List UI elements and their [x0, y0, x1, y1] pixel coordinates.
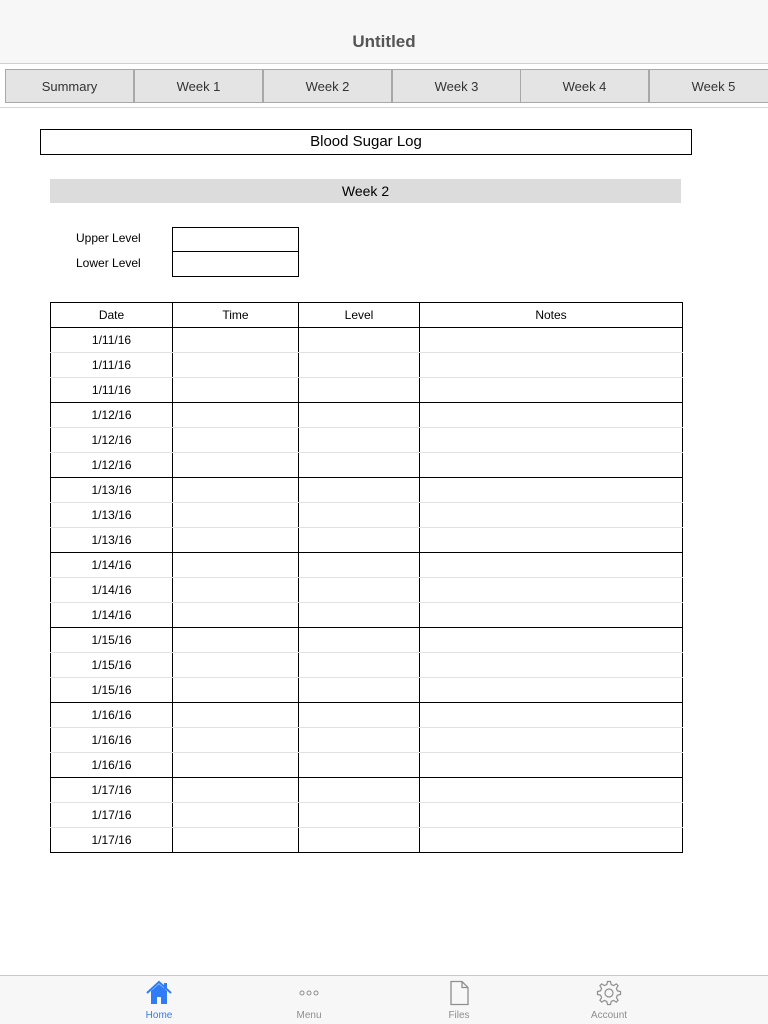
document-icon	[446, 980, 472, 1006]
tab-summary[interactable]: Summary	[5, 69, 134, 103]
time-cell[interactable]	[173, 428, 299, 453]
notes-cell[interactable]	[420, 553, 683, 578]
date-cell: 1/16/16	[51, 728, 173, 753]
table-row	[51, 603, 683, 628]
level-cell[interactable]	[299, 503, 420, 528]
log-title: Blood Sugar Log	[40, 129, 692, 155]
time-cell[interactable]	[173, 753, 299, 778]
table-row	[51, 378, 683, 403]
upper-level-input[interactable]	[172, 227, 299, 252]
table-row	[51, 328, 683, 353]
time-cell[interactable]	[173, 828, 299, 853]
level-cell[interactable]	[299, 603, 420, 628]
notes-cell[interactable]	[420, 328, 683, 353]
time-cell[interactable]	[173, 678, 299, 703]
table-row	[51, 703, 683, 728]
date-cell: 1/17/16	[51, 778, 173, 803]
level-cell[interactable]	[299, 803, 420, 828]
time-cell[interactable]	[173, 478, 299, 503]
table-row	[51, 503, 683, 528]
tab-week-5[interactable]: Week 5	[649, 69, 768, 103]
date-cell: 1/14/16	[51, 578, 173, 603]
tabbar-home-label: Home	[145, 1010, 173, 1021]
time-cell[interactable]	[173, 378, 299, 403]
tabbar-menu[interactable]	[269, 976, 349, 1024]
notes-cell[interactable]	[420, 378, 683, 403]
date-cell: 1/13/16	[51, 478, 173, 503]
bottom-tab-bar	[0, 975, 768, 1024]
table-row	[51, 403, 683, 428]
level-cell[interactable]	[299, 403, 420, 428]
table-row	[51, 653, 683, 678]
tabbar-files[interactable]	[419, 976, 499, 1024]
table-header-row	[51, 303, 683, 328]
notes-cell[interactable]	[420, 703, 683, 728]
time-cell[interactable]	[173, 728, 299, 753]
table-row	[51, 803, 683, 828]
tab-week-4[interactable]: Week 4	[520, 69, 649, 103]
notes-cell[interactable]	[420, 603, 683, 628]
date-cell: 1/11/16	[51, 378, 173, 403]
notes-cell[interactable]	[420, 778, 683, 803]
home-icon	[146, 980, 172, 1006]
notes-cell[interactable]	[420, 678, 683, 703]
date-cell: 1/11/16	[51, 328, 173, 353]
notes-cell[interactable]	[420, 628, 683, 653]
level-cell[interactable]	[299, 553, 420, 578]
notes-cell[interactable]	[420, 528, 683, 553]
tabbar-home[interactable]	[119, 976, 199, 1024]
notes-cell[interactable]	[420, 453, 683, 478]
level-cell[interactable]	[299, 678, 420, 703]
level-cell[interactable]	[299, 428, 420, 453]
notes-cell[interactable]	[420, 503, 683, 528]
level-cell[interactable]	[299, 378, 420, 403]
date-cell: 1/13/16	[51, 503, 173, 528]
level-cell[interactable]	[299, 478, 420, 503]
time-cell[interactable]	[173, 553, 299, 578]
lower-level-label: Lower Level	[76, 256, 141, 270]
table-row	[51, 828, 683, 853]
time-cell[interactable]	[173, 328, 299, 353]
time-cell[interactable]	[173, 528, 299, 553]
more-dots-icon	[296, 980, 322, 1006]
date-cell: 1/15/16	[51, 653, 173, 678]
level-cell[interactable]	[299, 778, 420, 803]
date-cell: 1/14/16	[51, 553, 173, 578]
table-row	[51, 753, 683, 778]
notes-cell[interactable]	[420, 828, 683, 853]
tabbar-menu-label: Menu	[296, 1010, 322, 1021]
time-cell[interactable]	[173, 578, 299, 603]
level-cell[interactable]	[299, 578, 420, 603]
table-row	[51, 428, 683, 453]
level-cell[interactable]	[299, 328, 420, 353]
level-cell[interactable]	[299, 528, 420, 553]
time-cell[interactable]	[173, 403, 299, 428]
log-table-body	[51, 328, 683, 853]
date-cell: 1/12/16	[51, 428, 173, 453]
date-cell: 1/11/16	[51, 353, 173, 378]
level-cell[interactable]	[299, 628, 420, 653]
table-row	[51, 778, 683, 803]
level-cell[interactable]	[299, 828, 420, 853]
tabbar-account[interactable]	[569, 976, 649, 1024]
notes-cell[interactable]	[420, 403, 683, 428]
tabbar-files-label: Files	[448, 1010, 470, 1021]
notes-cell[interactable]	[420, 478, 683, 503]
table-row	[51, 478, 683, 503]
level-cell[interactable]	[299, 728, 420, 753]
notes-cell[interactable]	[420, 578, 683, 603]
table-row	[51, 678, 683, 703]
time-cell[interactable]	[173, 628, 299, 653]
header-date: Date	[51, 303, 173, 328]
document-title: Untitled	[352, 32, 416, 51]
notes-cell[interactable]	[420, 803, 683, 828]
time-cell[interactable]	[173, 778, 299, 803]
date-cell: 1/12/16	[51, 403, 173, 428]
tab-week-1[interactable]: Week 1	[134, 69, 263, 103]
notes-cell[interactable]	[420, 728, 683, 753]
table-row	[51, 578, 683, 603]
date-cell: 1/15/16	[51, 678, 173, 703]
date-cell: 1/17/16	[51, 803, 173, 828]
time-cell[interactable]	[173, 603, 299, 628]
log-table	[50, 302, 683, 853]
date-cell: 1/17/16	[51, 828, 173, 853]
level-cell[interactable]	[299, 753, 420, 778]
table-row	[51, 353, 683, 378]
time-cell[interactable]	[173, 503, 299, 528]
tabbar-account-label: Account	[590, 1010, 628, 1021]
header-time: Time	[173, 303, 299, 328]
time-cell[interactable]	[173, 703, 299, 728]
time-cell[interactable]	[173, 653, 299, 678]
date-cell: 1/13/16	[51, 528, 173, 553]
header-level: Level	[299, 303, 420, 328]
tab-week-3[interactable]: Week 3	[392, 69, 521, 103]
date-cell: 1/14/16	[51, 603, 173, 628]
gear-icon	[596, 980, 622, 1006]
notes-cell[interactable]	[420, 353, 683, 378]
date-cell: 1/16/16	[51, 703, 173, 728]
time-cell[interactable]	[173, 353, 299, 378]
time-cell[interactable]	[173, 453, 299, 478]
table-row	[51, 728, 683, 753]
header-notes: Notes	[420, 303, 683, 328]
week-heading: Week 2	[50, 179, 681, 203]
level-cell[interactable]	[299, 353, 420, 378]
lower-level-input[interactable]	[172, 252, 299, 277]
notes-cell[interactable]	[420, 428, 683, 453]
level-cell[interactable]	[299, 703, 420, 728]
sheet-tabs	[0, 64, 768, 108]
notes-cell[interactable]	[420, 653, 683, 678]
time-cell[interactable]	[173, 803, 299, 828]
table-row	[51, 628, 683, 653]
table-row	[51, 553, 683, 578]
level-cell[interactable]	[299, 653, 420, 678]
date-cell: 1/12/16	[51, 453, 173, 478]
level-cell[interactable]	[299, 453, 420, 478]
date-cell: 1/16/16	[51, 753, 173, 778]
upper-level-label: Upper Level	[76, 231, 141, 245]
notes-cell[interactable]	[420, 753, 683, 778]
navigation-bar	[0, 0, 768, 64]
tab-week-2[interactable]: Week 2	[263, 69, 392, 103]
table-row	[51, 528, 683, 553]
table-row	[51, 453, 683, 478]
date-cell: 1/15/16	[51, 628, 173, 653]
